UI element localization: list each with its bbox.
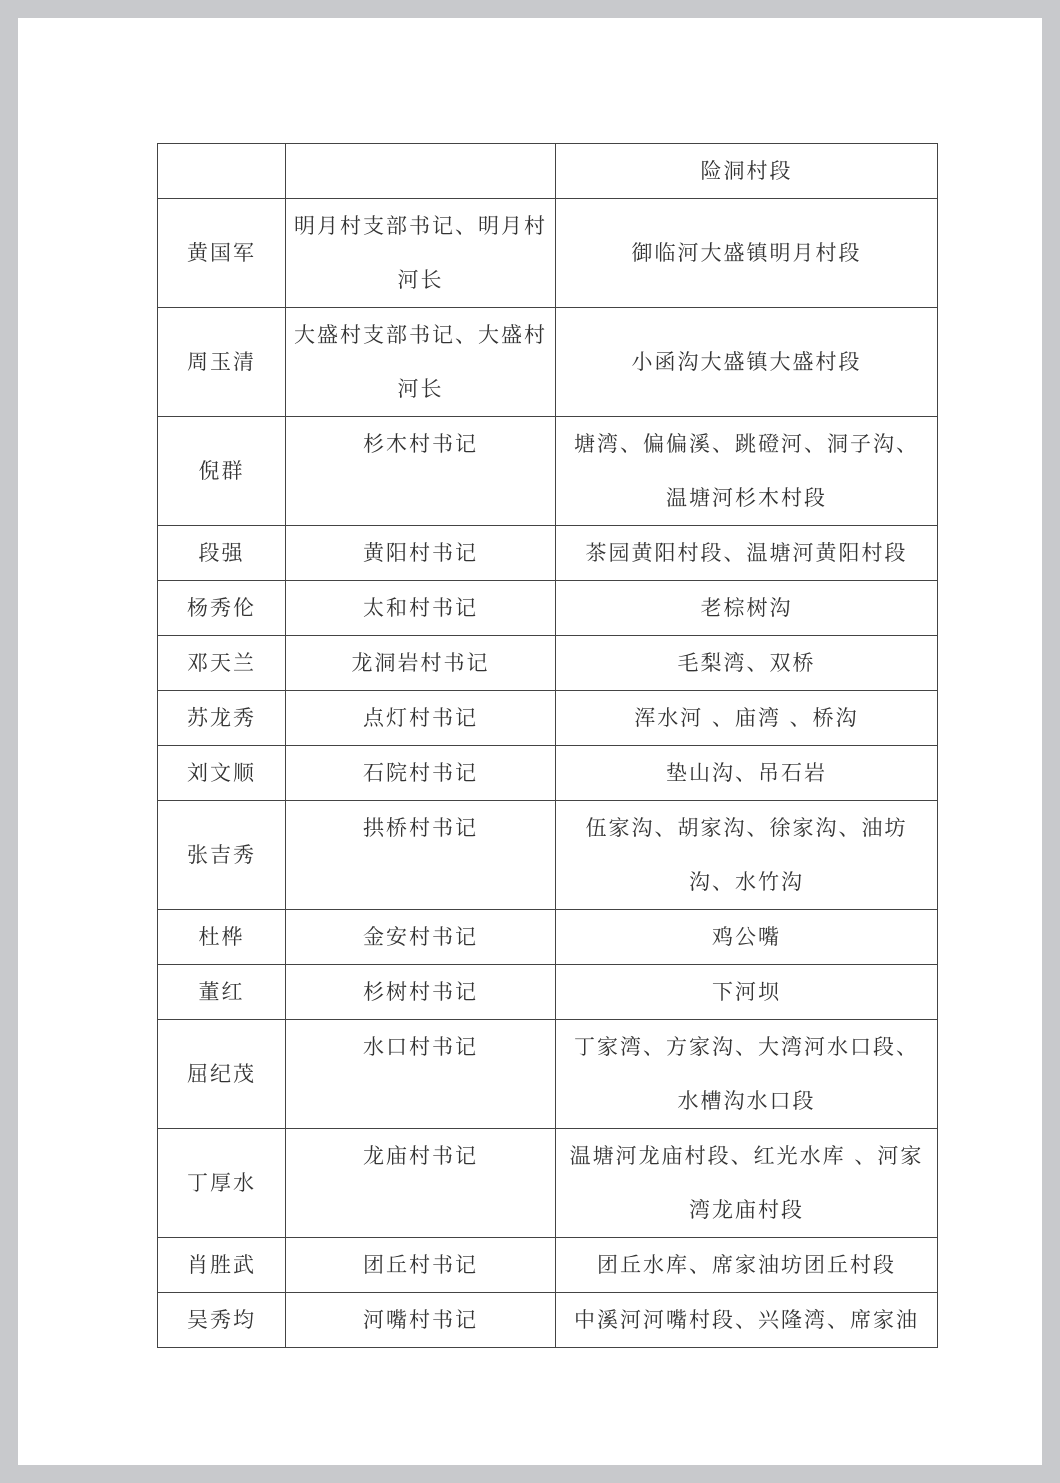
position-cell: 石院村书记 <box>286 746 556 801</box>
name-cell: 刘文顺 <box>158 746 286 801</box>
table-row <box>158 1129 938 1238</box>
table-row <box>158 417 938 526</box>
position-cell: 太和村书记 <box>286 581 556 636</box>
name-cell: 肖胜武 <box>158 1238 286 1293</box>
table-row <box>158 965 938 1020</box>
position-cell: 杉树村书记 <box>286 965 556 1020</box>
segment-cell: 鸡公嘴 <box>556 910 938 965</box>
river-chief-table <box>157 143 938 1348</box>
name-cell: 杜桦 <box>158 910 286 965</box>
segment-cell: 垫山沟、吊石岩 <box>556 746 938 801</box>
table-row <box>158 199 938 308</box>
name-cell: 丁厚水 <box>158 1129 286 1238</box>
table-row <box>158 1293 938 1348</box>
name-cell: 屈纪茂 <box>158 1020 286 1129</box>
segment-cell: 老棕树沟 <box>556 581 938 636</box>
segment-cell: 浑水河 、庙湾 、桥沟 <box>556 691 938 746</box>
position-cell: 金安村书记 <box>286 910 556 965</box>
position-cell: 拱桥村书记 <box>286 801 556 910</box>
name-cell: 张吉秀 <box>158 801 286 910</box>
table-row <box>158 526 938 581</box>
table-row <box>158 308 938 417</box>
table-row <box>158 636 938 691</box>
table-row <box>158 144 938 199</box>
position-cell: 点灯村书记 <box>286 691 556 746</box>
segment-cell: 伍家沟、胡家沟、徐家沟、油坊沟、水竹沟 <box>556 801 938 910</box>
segment-cell: 御临河大盛镇明月村段 <box>556 199 938 308</box>
position-cell: 龙洞岩村书记 <box>286 636 556 691</box>
segment-cell: 险洞村段 <box>556 144 938 199</box>
table-row <box>158 691 938 746</box>
segment-cell: 丁家湾、方家沟、大湾河水口段、水槽沟水口段 <box>556 1020 938 1129</box>
table-row <box>158 910 938 965</box>
position-cell: 龙庙村书记 <box>286 1129 556 1238</box>
name-cell: 吴秀均 <box>158 1293 286 1348</box>
table-row <box>158 1238 938 1293</box>
segment-cell: 塘湾、偏偏溪、跳磴河、洞子沟、温塘河杉木村段 <box>556 417 938 526</box>
segment-cell: 小函沟大盛镇大盛村段 <box>556 308 938 417</box>
segment-cell: 温塘河龙庙村段、红光水库 、河家湾龙庙村段 <box>556 1129 938 1238</box>
table-row <box>158 581 938 636</box>
position-cell: 明月村支部书记、明月村河长 <box>286 199 556 308</box>
name-cell: 董红 <box>158 965 286 1020</box>
segment-cell: 下河坝 <box>556 965 938 1020</box>
segment-cell: 团丘水库、席家油坊团丘村段 <box>556 1238 938 1293</box>
name-cell: 杨秀伦 <box>158 581 286 636</box>
table-row <box>158 746 938 801</box>
position-cell: 水口村书记 <box>286 1020 556 1129</box>
document-page <box>18 18 1042 1465</box>
table-row <box>158 801 938 910</box>
position-cell: 河嘴村书记 <box>286 1293 556 1348</box>
segment-cell: 茶园黄阳村段、温塘河黄阳村段 <box>556 526 938 581</box>
position-cell: 团丘村书记 <box>286 1238 556 1293</box>
position-cell: 黄阳村书记 <box>286 526 556 581</box>
name-cell: 苏龙秀 <box>158 691 286 746</box>
name-cell: 邓天兰 <box>158 636 286 691</box>
segment-cell: 毛梨湾、双桥 <box>556 636 938 691</box>
name-cell <box>158 144 286 199</box>
name-cell: 倪群 <box>158 417 286 526</box>
name-cell: 黄国军 <box>158 199 286 308</box>
name-cell: 周玉清 <box>158 308 286 417</box>
position-cell <box>286 144 556 199</box>
name-cell: 段强 <box>158 526 286 581</box>
segment-cell: 中溪河河嘴村段、兴隆湾、席家油 <box>556 1293 938 1348</box>
table-row <box>158 1020 938 1129</box>
position-cell: 杉木村书记 <box>286 417 556 526</box>
position-cell: 大盛村支部书记、大盛村河长 <box>286 308 556 417</box>
